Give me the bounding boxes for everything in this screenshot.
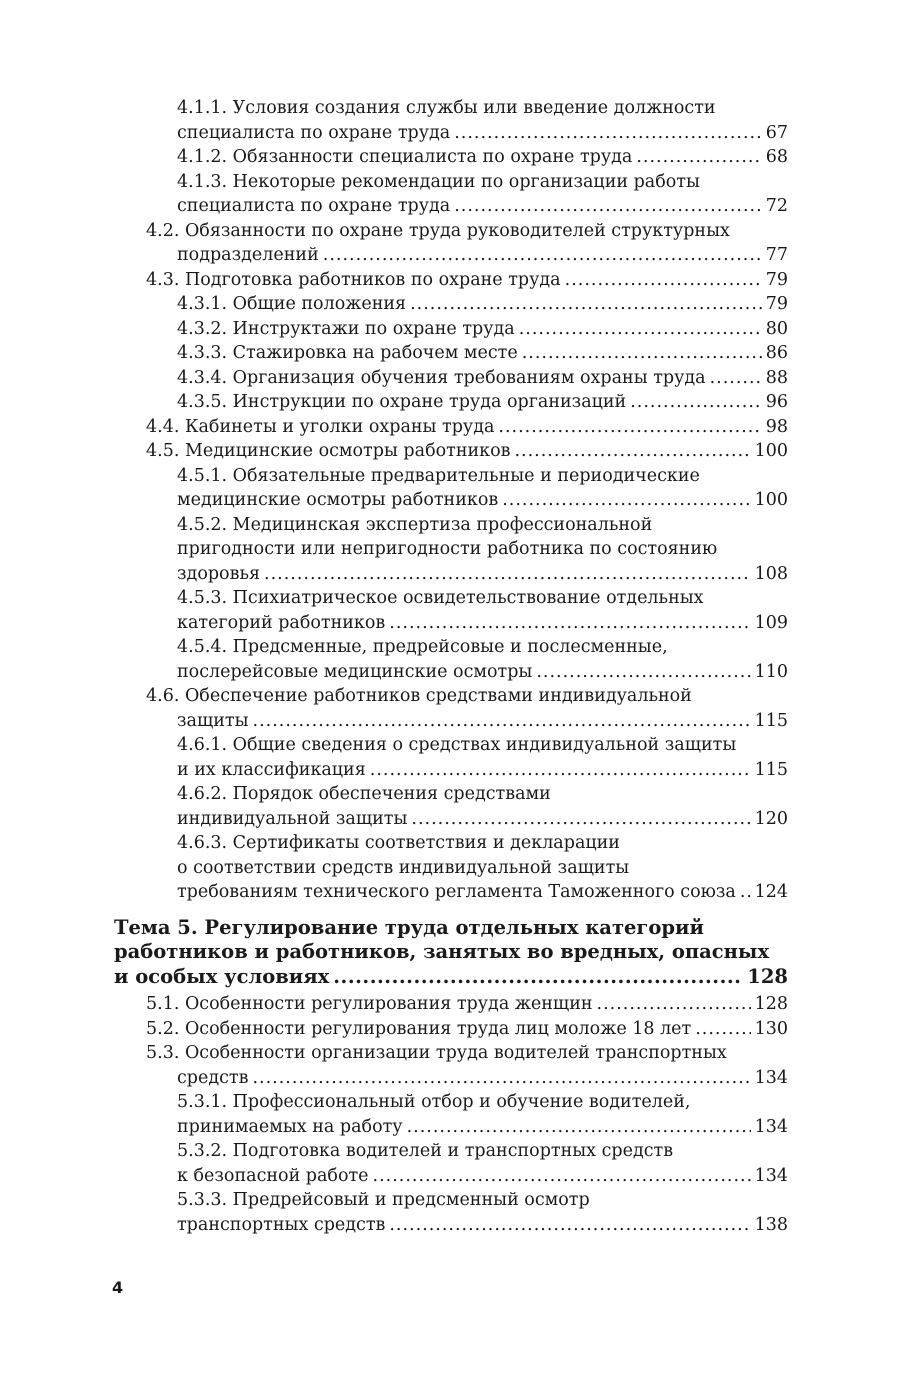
toc-entry-text: и особых условиях <box>114 964 330 988</box>
toc-entry[interactable] <box>177 1139 788 1188</box>
toc-entry-text: Тема 5. Регулирование труда отдельных категорий <box>114 915 704 939</box>
dot-leader <box>252 1066 750 1091</box>
dot-leader <box>264 562 751 587</box>
toc-entry[interactable] <box>177 464 788 513</box>
dot-leader <box>630 390 762 415</box>
toc-entry-text: 5.2. Особенности регулирования труда лиц моложе 18 лет <box>146 1018 692 1039</box>
toc-entry-text: специалиста по охране труда <box>177 196 451 216</box>
dot-leader <box>373 1164 751 1189</box>
dot-leader <box>514 439 750 464</box>
toc-page-number: 108 <box>754 563 788 584</box>
toc-entry-text: 4.1.2. Обязанности специалиста по охране труда <box>177 147 633 167</box>
toc-entry-text: пригодности или непригодности работника по состоянию <box>177 539 718 559</box>
toc-entry-text: 4.6. Обеспечение работников средствами индивидуальной <box>146 686 692 706</box>
toc-page-number: 128 <box>754 994 788 1014</box>
toc-entry[interactable] <box>177 733 788 782</box>
toc-entry-text: 4.3.2. Инструктажи по охране труда <box>177 318 515 339</box>
toc-page-number: 88 <box>765 367 788 388</box>
toc-entry-text: послерейсовые медицинские осмотры <box>177 661 533 682</box>
toc-page-number: 79 <box>765 294 788 314</box>
toc-page-number: 100 <box>754 441 788 461</box>
dot-leader <box>411 807 750 832</box>
toc-entry-text: 4.3. Подготовка работников по охране труда <box>146 269 561 290</box>
toc-page-number: 110 <box>754 661 788 682</box>
toc-page-number: 134 <box>754 1067 788 1088</box>
toc-entry-text: 4.2. Обязанности по охране труда руководителей структурных <box>146 220 730 241</box>
toc-entry[interactable] <box>177 170 788 219</box>
toc-entry[interactable] <box>177 366 788 391</box>
toc-page-number: 134 <box>754 1165 788 1186</box>
dot-leader <box>636 145 761 170</box>
toc-entry-text: 5.1. Особенности регулирования труда женщин <box>146 994 593 1014</box>
toc-page-number: 96 <box>765 392 788 412</box>
dot-leader <box>740 880 751 905</box>
toc-entry[interactable] <box>177 341 788 366</box>
toc-entry-text: 4.1.3. Некоторые рекомендации по организации работы <box>177 171 700 192</box>
toc-entry-text: 4.6.1. Общие сведения о средствах индивидуальной защиты <box>177 735 737 755</box>
toc-entry-text: индивидуальной защиты <box>177 808 408 829</box>
toc-entry[interactable] <box>146 684 788 733</box>
toc-entry-text: 4.1.1. Условия создания службы или введение должности <box>177 98 716 118</box>
toc-entry[interactable] <box>177 782 788 831</box>
dot-leader <box>519 317 762 342</box>
toc-page-number: 134 <box>754 1116 788 1137</box>
toc-page-number: 115 <box>754 710 788 731</box>
toc-entry[interactable] <box>146 439 788 464</box>
dot-leader <box>389 611 750 636</box>
toc-entry[interactable] <box>177 635 788 684</box>
toc-entry-text: о соответствии средств индивидуальной защиты <box>177 857 630 878</box>
toc-entry-text: 4.5.2. Медицинская экспертиза профессиональной <box>177 514 653 535</box>
toc-entry-text: к безопасной работе <box>177 1165 369 1186</box>
toc-entry-text: подразделений <box>177 245 319 265</box>
toc-page-number: 109 <box>754 612 788 633</box>
toc-entry-text: 4.3.4. Организация обучения требованиям охраны труда <box>177 367 706 388</box>
toc-entry-text: защиты <box>177 710 249 731</box>
toc-entry-text: 4.3.1. Общие положения <box>177 294 407 314</box>
toc-entry[interactable] <box>177 831 788 905</box>
dot-leader <box>323 243 762 268</box>
dot-leader <box>565 268 762 293</box>
toc-entry-text: специалиста по охране труда <box>177 122 451 143</box>
toc-entry-text: работников и работников, занятых во вредных, опасных <box>114 940 770 963</box>
toc-entry[interactable] <box>177 390 788 415</box>
toc-page-number: 130 <box>754 1018 788 1039</box>
toc-entry-text: 4.5.3. Психиатрическое освидетельствование отдельных <box>177 588 704 608</box>
dot-leader <box>253 709 751 734</box>
dot-leader <box>454 194 762 219</box>
toc-page-number: 128 <box>747 964 788 988</box>
toc-entry-text: 4.6.3. Сертификаты соответствия и декларации <box>177 833 620 853</box>
dot-leader <box>410 292 762 317</box>
toc-page-number: 120 <box>754 808 788 829</box>
dot-leader <box>333 965 743 990</box>
toc-entry[interactable] <box>177 1090 788 1139</box>
toc-entry-text: средств <box>177 1067 249 1088</box>
toc-entry-text: медицинские осмотры работников <box>177 490 499 510</box>
dot-leader <box>522 341 762 366</box>
toc-page-number: 67 <box>765 122 788 143</box>
toc-entry[interactable] <box>177 317 788 342</box>
toc-entry[interactable] <box>146 1017 788 1042</box>
dot-leader <box>597 992 751 1017</box>
toc-page-number: 124 <box>754 882 788 902</box>
toc-entry[interactable] <box>146 1041 788 1090</box>
toc-page-number: 80 <box>765 318 788 339</box>
toc-entry-text: 4.3.5. Инструкции по охране труда организаций <box>177 392 627 412</box>
toc-entry[interactable] <box>177 1188 788 1237</box>
toc-page-number: 79 <box>765 269 788 290</box>
toc-entry-text: 4.6.2. Порядок обеспечения средствами <box>177 784 551 804</box>
toc-entry-text: 5.3.2. Подготовка водителей и транспортных средств <box>177 1141 674 1161</box>
toc-entry-text: 4.5. Медицинские осмотры работников <box>146 441 511 461</box>
toc-page-number: 77 <box>765 245 788 265</box>
dot-leader <box>502 488 750 513</box>
toc-page-number: 86 <box>765 343 788 363</box>
toc-page-number: 100 <box>754 490 788 510</box>
toc-entry[interactable] <box>146 268 788 293</box>
toc-entry[interactable] <box>177 145 788 170</box>
toc-entry[interactable] <box>177 96 788 145</box>
dot-leader <box>370 758 751 783</box>
toc-entry-text: транспортных средств <box>177 1214 386 1235</box>
toc-entry[interactable] <box>177 586 788 635</box>
toc-entry[interactable] <box>177 292 788 317</box>
toc-entry[interactable] <box>146 415 788 440</box>
toc-entry[interactable] <box>146 219 788 268</box>
table-of-contents <box>0 96 900 1237</box>
toc-page-number: 138 <box>754 1214 788 1235</box>
toc-page-number: 115 <box>754 759 788 780</box>
toc-page-number: 98 <box>765 416 788 437</box>
dot-leader <box>498 415 761 440</box>
toc-entry-text: 4.5.1. Обязательные предварительные и периодические <box>177 465 700 486</box>
dot-leader <box>389 1213 750 1238</box>
toc-entry[interactable] <box>146 992 788 1017</box>
toc-entry-text: принимаемых на работу <box>177 1116 403 1137</box>
toc-entry-text: категорий работников <box>177 612 386 633</box>
dot-leader <box>536 660 750 685</box>
toc-entry-text: 4.4. Кабинеты и уголки охраны труда <box>146 416 495 437</box>
toc-page-number: 68 <box>765 147 788 167</box>
toc-page-number: 72 <box>765 196 788 216</box>
toc-entry-text: 5.3.3. Предрейсовый и предсменный осмотр <box>177 1190 590 1210</box>
toc-entry-text: требованиям технического регламента Таможенного союза <box>177 882 736 902</box>
toc-entry-text: 5.3. Особенности организации труда водителей транспортных <box>146 1043 727 1063</box>
toc-entry[interactable] <box>177 513 788 587</box>
dot-leader <box>407 1115 751 1140</box>
dot-leader <box>454 121 762 146</box>
toc-entry-text: 4.5.4. Предсменные, предрейсовые и послесменные, <box>177 637 668 657</box>
page-number: 4 <box>112 1278 124 1297</box>
toc-entry-text: 4.3.3. Стажировка на рабочем месте <box>177 343 518 363</box>
dot-leader <box>710 366 762 391</box>
toc-entry-text: и их классификация <box>177 759 366 780</box>
toc-entry-text: 5.3.1. Профессиональный отбор и обучение водителей, <box>177 1092 691 1112</box>
toc-chapter[interactable] <box>114 916 788 990</box>
dot-leader <box>695 1017 750 1042</box>
toc-entry-text: здоровья <box>177 563 261 584</box>
